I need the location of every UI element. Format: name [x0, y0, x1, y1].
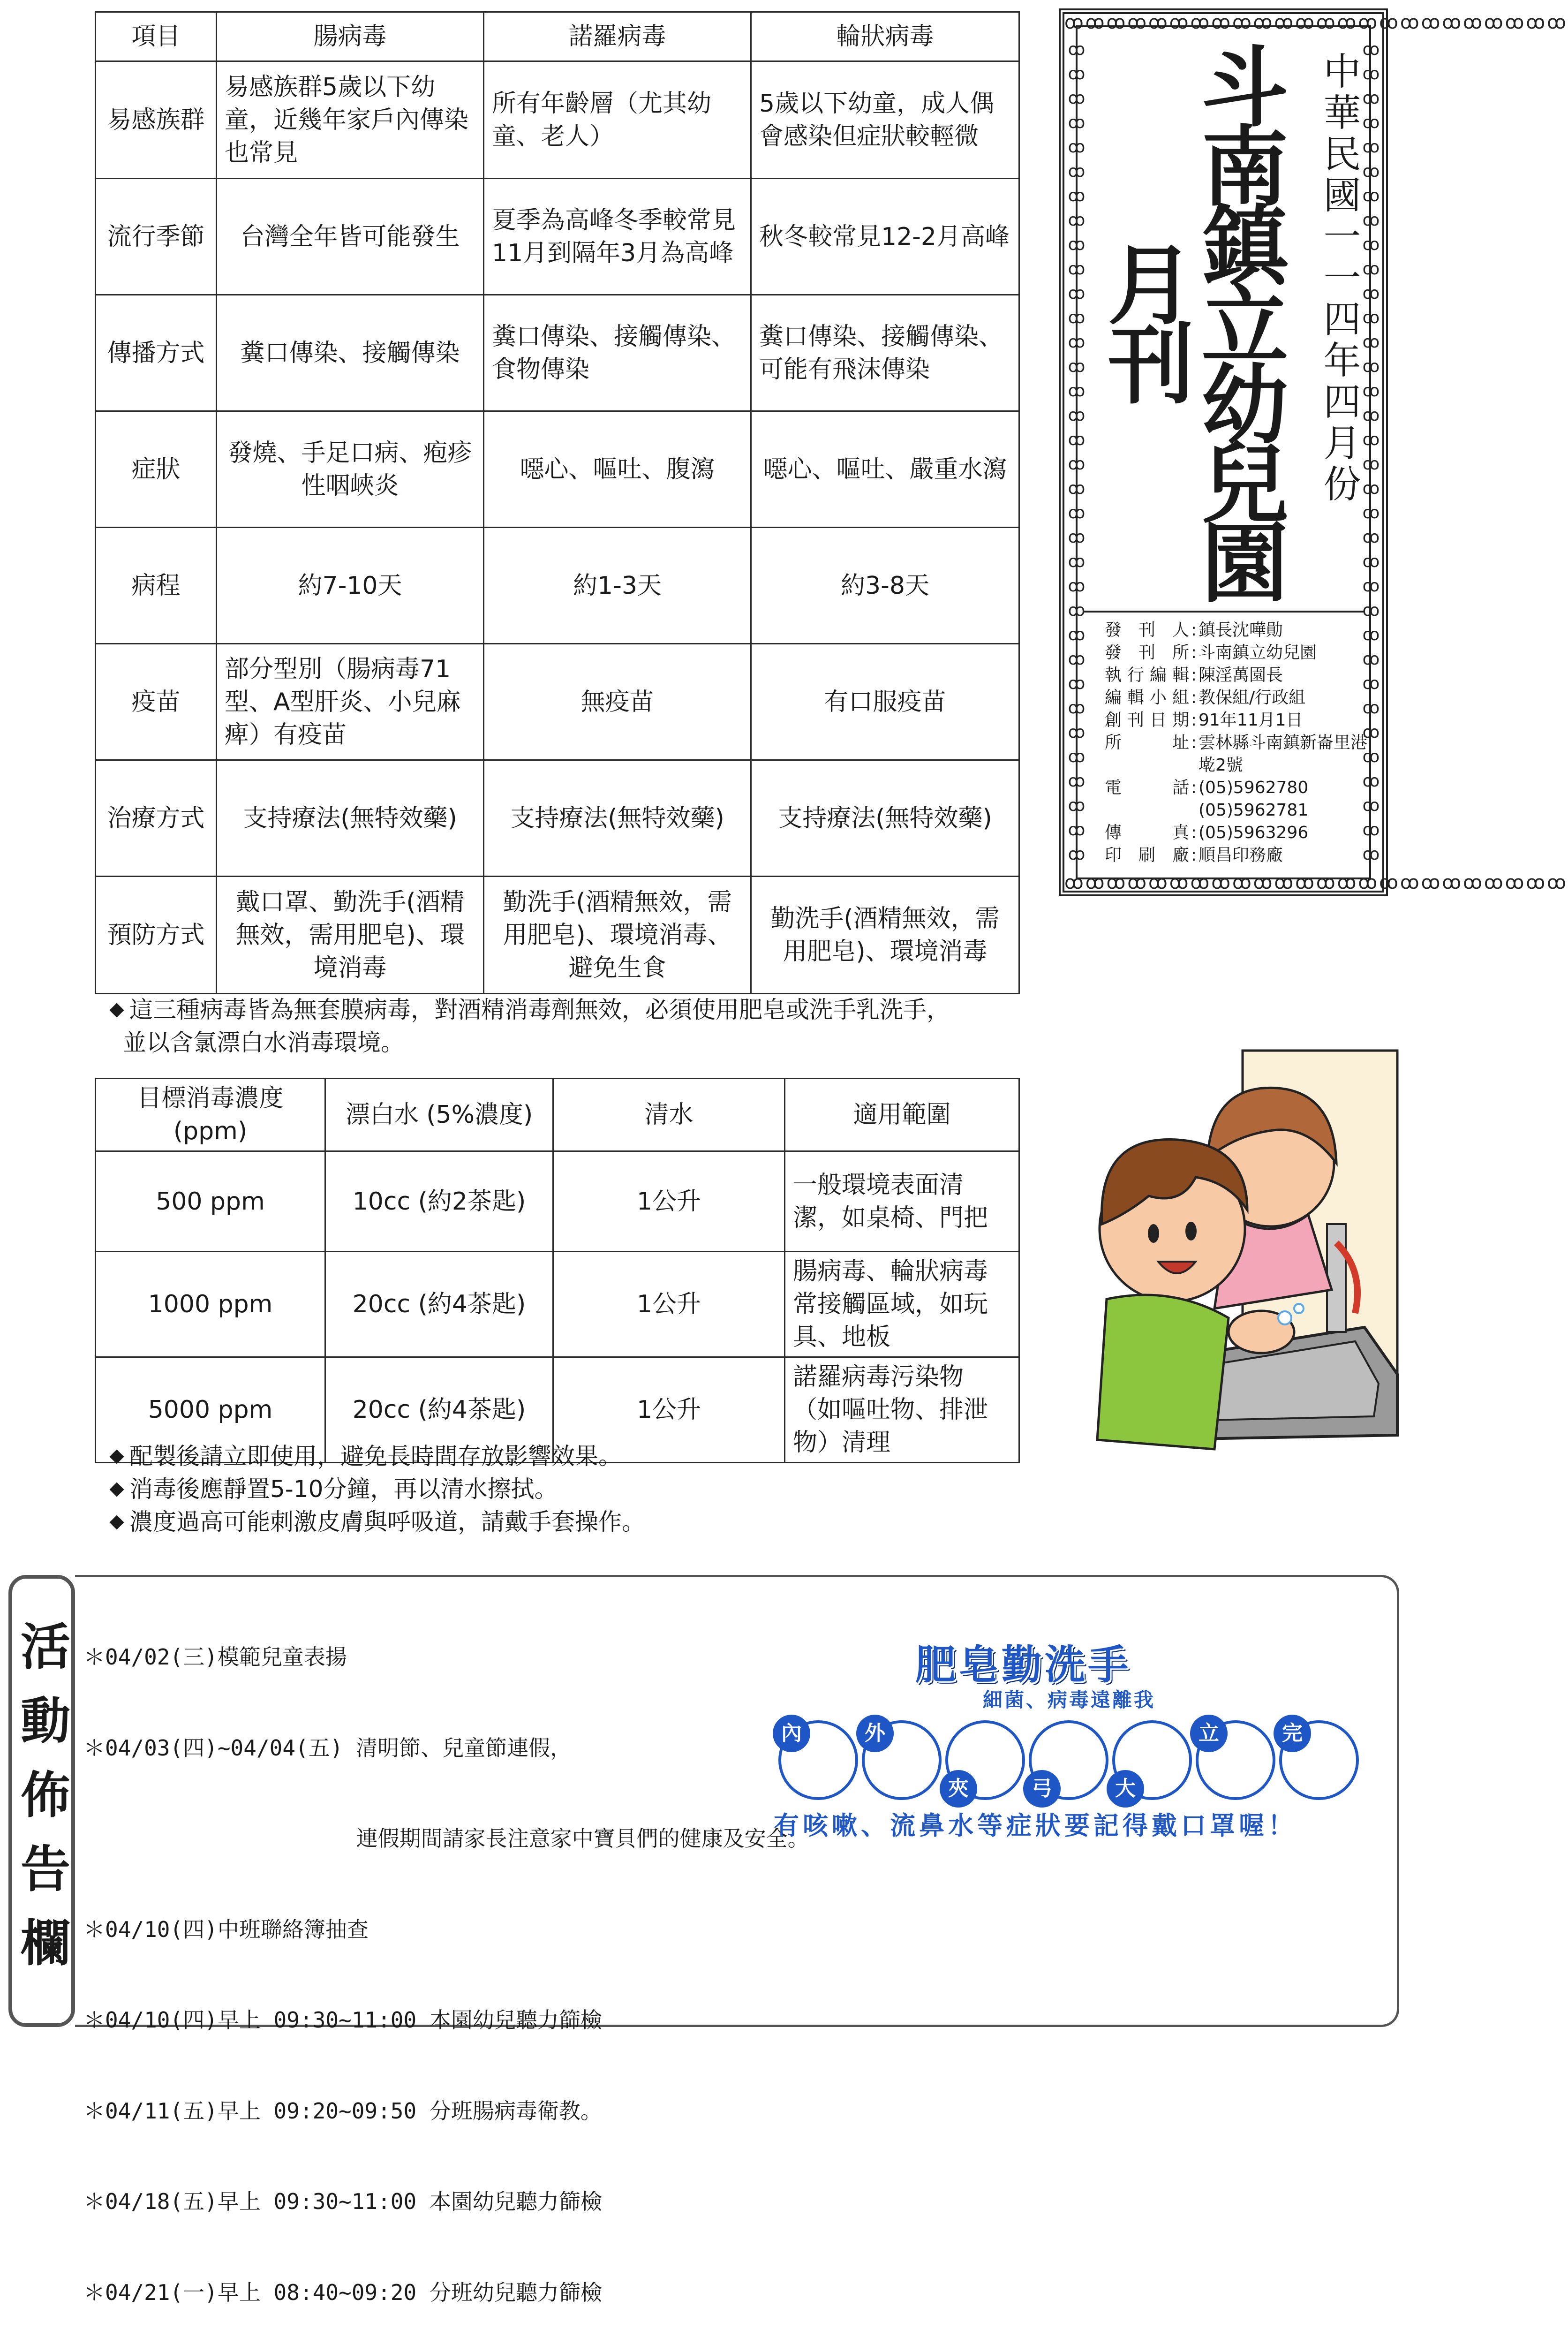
diamond-bullet-icon — [109, 1449, 124, 1464]
table-cell: 一般環境表面清潔，如桌椅、門把 — [785, 1151, 1019, 1252]
header-water: 清水 — [553, 1079, 785, 1151]
soap-bubble-icon — [1278, 1311, 1291, 1324]
step-tag: 夾 — [940, 1770, 977, 1808]
virus-note-line-2: 並以含氯漂白水消毒環境。 — [123, 1029, 404, 1056]
table-row — [96, 295, 1019, 411]
row-label: 預防方式 — [96, 877, 217, 994]
table-cell: 勤洗手(酒精無效，需用肥皂)、環境消毒、避免生食 — [484, 877, 751, 994]
row-label: 易感族群 — [96, 61, 217, 179]
scroll-border-bottom-icon: ꝏꝏꝏꝏꝏꝏꝏꝏꝏꝏꝏꝏꝏꝏꝏꝏꝏꝏꝏꝏꝏꝏꝏꝏ — [1064, 872, 1568, 893]
list-item: ＊04/02(三)模範兒童表揚 — [83, 1644, 347, 1670]
list-item: ＊04/10(四)中班聯絡簿抽查 — [83, 1916, 369, 1942]
info-value: (05)5962781 — [1199, 801, 1309, 820]
table-cell: 1000 ppm — [96, 1252, 325, 1357]
info-value: 鎮長沈嘩勛 — [1199, 620, 1283, 640]
table-cell: 有口服疫苗 — [751, 644, 1019, 760]
colon: : — [1191, 688, 1197, 707]
table-cell: 發燒、手足口病、疱疹性咽峽炎 — [217, 411, 484, 528]
table-cell: 勤洗手(酒精無效，需用肥皂)、環境消毒 — [751, 877, 1019, 994]
event-list — [83, 1581, 1392, 2345]
table-cell: 5000 ppm — [96, 1357, 325, 1463]
scroll-border-top-icon: ꝏꝏꝏꝏꝏꝏꝏꝏꝏꝏꝏꝏꝏꝏꝏꝏꝏꝏꝏꝏꝏꝏꝏꝏ — [1064, 12, 1568, 33]
list-item — [109, 1473, 1028, 1505]
table-cell: 糞口傳染、接觸傳染、可能有飛沫傳染 — [751, 295, 1019, 411]
poster-slogan: 有咳嗽、流鼻水等症狀要記得戴口罩喔！ — [774, 1811, 1297, 1840]
table-cell: 1公升 — [553, 1151, 785, 1252]
table-row — [96, 1252, 1019, 1357]
bleach-notes — [109, 1440, 1028, 1538]
info-value: 教保組/行政組 — [1199, 688, 1306, 707]
handwash-step-outer-icon — [862, 1720, 942, 1800]
table-cell: 糞口傳染、接觸傳染 — [217, 295, 484, 411]
table-row — [96, 411, 1019, 528]
table-row — [96, 877, 1019, 994]
table-cell: 所有年齡層（尤其幼童、老人） — [484, 61, 751, 179]
scroll-border-right-icon: ꝏꝏꝏꝏꝏꝏꝏꝏꝏꝏꝏꝏꝏꝏꝏꝏꝏꝏꝏꝏꝏꝏꝏꝏꝏꝏꝏꝏꝏꝏꝏꝏꝏꝏ — [1362, 40, 1380, 864]
info-row — [1105, 732, 1367, 777]
table-row — [96, 1151, 1019, 1252]
note-text: 這三種病毒皆為無套膜病毒，對酒精消毒劑無效，必須使用肥皂或洗手乳洗手， — [129, 996, 950, 1023]
info-value: 陳淫萬園長 — [1199, 666, 1283, 685]
table-cell: 1公升 — [553, 1252, 785, 1357]
newsletter-title: 斗南鎮立幼兒園月刊 — [1093, 41, 1289, 597]
list-item — [109, 1440, 1028, 1473]
masthead-divider — [1083, 611, 1364, 613]
header-ppm: 目標消毒濃度 (ppm) — [96, 1079, 325, 1151]
list-item: 連假期間請家長注意家中寶貝們的健康及安全。 — [83, 1826, 809, 1851]
soap-bubble-icon — [1294, 1304, 1304, 1313]
table-cell: 支持療法(無特效藥) — [217, 760, 484, 877]
row-label: 流行季節 — [96, 179, 217, 295]
info-row — [1105, 687, 1367, 709]
info-value: (05)5962780 — [1199, 778, 1309, 797]
list-item: ＊04/11(五)早上 09:20~09:50 分班腸病毒衛教。 — [83, 2098, 602, 2124]
row-label: 症狀 — [96, 411, 217, 528]
header-norovirus: 諾羅病毒 — [484, 12, 751, 61]
children-handwashing-illustration — [1074, 1046, 1402, 1449]
row-label: 病程 — [96, 528, 217, 644]
info-label — [1105, 799, 1189, 822]
row-label: 治療方式 — [96, 760, 217, 877]
boy-eye — [1185, 1222, 1197, 1241]
bleach-dilution-table — [95, 1078, 1020, 1463]
colon: : — [1191, 711, 1197, 730]
info-row — [1105, 664, 1367, 687]
step-tag: 大 — [1107, 1770, 1144, 1808]
row-label: 疫苗 — [96, 644, 217, 760]
publication-info — [1105, 619, 1367, 867]
table-cell: 約1-3天 — [484, 528, 751, 644]
table-header-row — [96, 12, 1019, 61]
table-header-row — [96, 1079, 1019, 1151]
info-label: 所 址 — [1105, 733, 1189, 752]
table-cell: 無疫苗 — [484, 644, 751, 760]
list-item — [109, 1505, 1028, 1538]
step-tag: 完 — [1274, 1715, 1311, 1752]
table-row — [96, 179, 1019, 295]
table-cell: 約3-8天 — [751, 528, 1019, 644]
handwash-step-wrist-icon — [1279, 1720, 1359, 1800]
diamond-bullet-icon — [109, 1003, 124, 1017]
list-item: ＊04/03(四)~04/04(五) 清明節、兒童節連假， — [83, 1735, 572, 1761]
table-cell: 20cc (約4茶匙) — [325, 1357, 553, 1463]
table-cell: 腸病毒、輪狀病毒常接觸區域，如玩具、地板 — [785, 1252, 1019, 1357]
header-rotavirus: 輪狀病毒 — [751, 12, 1019, 61]
table-cell: 支持療法(無特效藥) — [751, 760, 1019, 877]
table-cell: 糞口傳染、接觸傳染、食物傳染 — [484, 295, 751, 411]
handwash-step-fingertip-icon — [1196, 1720, 1275, 1800]
virus-note-line-1 — [109, 993, 1028, 1026]
table-cell: 易感族群5歲以下幼童，近幾年家戶內傳染也常見 — [217, 61, 484, 179]
info-label: 執行編輯 — [1105, 666, 1189, 685]
note-text: 濃度過高可能刺激皮膚與呼吸道，請戴手套操作。 — [129, 1508, 645, 1536]
table-cell: 夏季為高峰冬季較常見11月到隔年3月為高峰 — [484, 179, 751, 295]
colon: : — [1191, 620, 1197, 640]
step-tag: 內 — [773, 1715, 810, 1752]
info-row — [1105, 822, 1367, 844]
table-row — [96, 644, 1019, 760]
boy-eye — [1148, 1224, 1159, 1243]
table-row — [96, 61, 1019, 179]
info-row — [1105, 799, 1367, 822]
handwash-step-thumb-icon — [1112, 1720, 1192, 1800]
header-enterovirus: 腸病毒 — [217, 12, 484, 61]
table-cell: 諾羅病毒污染物（如嘔吐物、排泄物）清理 — [785, 1357, 1019, 1463]
faucet-pipe-icon — [1327, 1224, 1346, 1332]
colon: : — [1191, 666, 1197, 685]
table-cell: 台灣全年皆可能發生 — [217, 179, 484, 295]
info-value: 91年11月1日 — [1199, 711, 1303, 730]
table-cell: 秋冬較常見12-2月高峰 — [751, 179, 1019, 295]
step-tag: 弓 — [1023, 1770, 1061, 1808]
info-label: 電 話 — [1105, 778, 1189, 797]
table-row — [96, 528, 1019, 644]
issue-date: 中華民國一一四年四月份 — [1317, 52, 1361, 506]
colon: : — [1191, 778, 1197, 797]
header-item: 項目 — [96, 12, 217, 61]
info-label: 發刊所 — [1105, 643, 1189, 662]
note-text: 配製後請立即使用，避免長時間存放影響效果。 — [129, 1443, 622, 1470]
virus-note — [109, 993, 1028, 1059]
table-cell: 部分型別（腸病毒71型、A型肝炎、小兒麻痺）有疫苗 — [217, 644, 484, 760]
info-value: 順昌印務廠 — [1199, 846, 1283, 865]
list-item: ＊04/18(五)早上 09:30~11:00 本園幼兒聽力篩檢 — [83, 2189, 602, 2214]
info-label: 印刷廠 — [1105, 846, 1189, 865]
bulletin-label: 活動佈告欄 — [13, 1620, 71, 1991]
colon: : — [1191, 823, 1197, 842]
diamond-bullet-icon — [109, 1515, 124, 1529]
row-label: 傳播方式 — [96, 295, 217, 411]
info-value: (05)5963296 — [1199, 823, 1309, 842]
info-row — [1105, 777, 1367, 799]
table-row — [96, 760, 1019, 877]
table-cell: 5歲以下幼童，成人偶會感染但症狀較輕微 — [751, 61, 1019, 179]
handwash-step-between-icon — [945, 1720, 1025, 1800]
info-row — [1105, 642, 1367, 664]
info-value: 雲林縣斗南鎮新崙里港墘2號 — [1199, 733, 1368, 775]
info-label: 發刊人 — [1105, 620, 1189, 640]
header-scope: 適用範圍 — [785, 1079, 1019, 1151]
table-cell: 戴口罩、勤洗手(酒精無效，需用肥皂)、環境消毒 — [217, 877, 484, 994]
info-label: 傳 真 — [1105, 823, 1189, 842]
colon — [1189, 799, 1199, 822]
table-cell: 噁心、嘔吐、嚴重水瀉 — [751, 411, 1019, 528]
table-cell: 20cc (約4茶匙) — [325, 1252, 553, 1357]
table-cell: 10cc (約2茶匙) — [325, 1151, 553, 1252]
table-cell: 500 ppm — [96, 1151, 325, 1252]
info-row — [1105, 844, 1367, 867]
list-item: ＊04/21(一)早上 08:40~09:20 分班幼兒聽力篩檢 — [83, 2279, 602, 2305]
handwash-step-bend-icon — [1029, 1720, 1108, 1800]
table-cell: 支持療法(無特效藥) — [484, 760, 751, 877]
colon: : — [1191, 846, 1197, 865]
table-cell: 約7-10天 — [217, 528, 484, 644]
note-text: 消毒後應靜置5-10分鐘，再以清水擦拭。 — [129, 1475, 558, 1503]
step-tag: 外 — [856, 1715, 894, 1752]
info-label: 創刊日期 — [1105, 711, 1189, 730]
table-cell: 1公升 — [553, 1357, 785, 1463]
handwash-step-inner-icon — [778, 1720, 858, 1800]
info-row — [1105, 619, 1367, 642]
colon: : — [1191, 733, 1197, 752]
info-value: 斗南鎮立幼兒園 — [1199, 643, 1317, 662]
scroll-border-left-icon: ꝏꝏꝏꝏꝏꝏꝏꝏꝏꝏꝏꝏꝏꝏꝏꝏꝏꝏꝏꝏꝏꝏꝏꝏꝏꝏꝏꝏꝏꝏꝏꝏꝏꝏ — [1068, 40, 1086, 864]
list-item: ＊04/10(四)早上 09:30~11:00 本園幼兒聽力篩檢 — [83, 2007, 602, 2033]
colon: : — [1191, 643, 1197, 662]
header-bleach: 漂白水 (5%濃度) — [325, 1079, 553, 1151]
poster-title: 肥皂勤洗手 — [915, 1642, 1131, 1687]
step-tag: 立 — [1190, 1715, 1228, 1752]
table-cell: 噁心、嘔吐、腹瀉 — [484, 411, 751, 528]
boy-shirt — [1097, 1295, 1229, 1449]
diamond-bullet-icon — [109, 1482, 124, 1497]
info-label: 編輯小組 — [1105, 688, 1189, 707]
info-row — [1105, 709, 1367, 732]
poster-subtitle: 細菌、病毒遠離我 — [982, 1688, 1155, 1711]
virus-comparison-table — [95, 11, 1020, 994]
